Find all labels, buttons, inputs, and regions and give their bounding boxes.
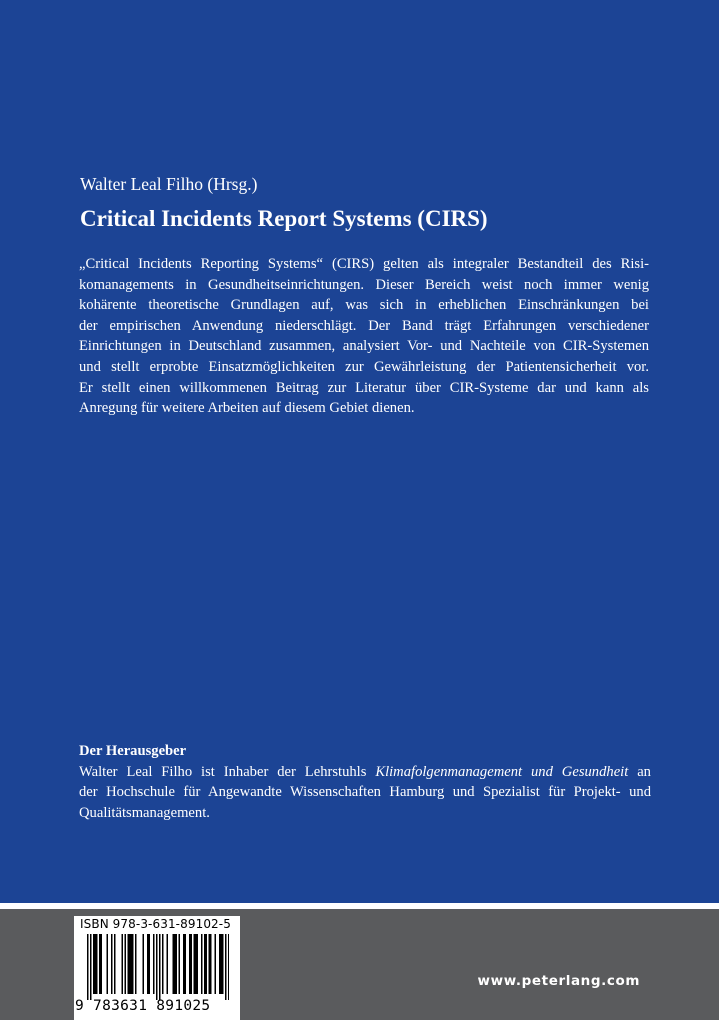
blurb-line: und stellt erprobte Einsatzmöglichkeiten zur Gewährleistung der Patientensicherheit vor. bbox=[79, 358, 649, 375]
barcode-bar bbox=[173, 934, 175, 994]
barcode-bar bbox=[101, 934, 103, 994]
barcode-bar bbox=[162, 934, 164, 994]
barcode-bar bbox=[125, 934, 127, 994]
barcode-bar bbox=[131, 934, 133, 994]
barcode-bar bbox=[194, 934, 196, 994]
barcode-bar bbox=[197, 934, 199, 994]
editor-line: der Hochschule für Angewandte Wissenschaften Hamburg und Spezialist für Projekt- und bbox=[79, 784, 651, 801]
blurb-line: Anregung für weitere Arbeiten auf diesem Gebiet dienen. bbox=[79, 400, 415, 417]
isbn-text: ISBN 978-3-631-89102-5 bbox=[80, 917, 231, 931]
barcode-bar bbox=[219, 934, 221, 994]
editor-line-text: an bbox=[628, 763, 651, 780]
barcode-bar bbox=[185, 934, 187, 994]
barcode-bar bbox=[95, 934, 97, 994]
barcode-bar bbox=[156, 934, 158, 1000]
blurb-line: komanagements in Gesundheitseinrichtungen. Dieser Bereich weist noch immer wenig bbox=[79, 276, 649, 293]
barcode-bar bbox=[143, 934, 145, 994]
barcode-bar bbox=[204, 934, 206, 994]
barcode-bar bbox=[114, 934, 116, 994]
blurb-line: Einrichtungen in Deutschland zusammen, analysiert Vor- und Nachteile von CIR-Systemen bbox=[79, 338, 649, 355]
barcode-bar bbox=[222, 934, 224, 994]
editor-section bbox=[79, 741, 651, 823]
barcode-bar bbox=[129, 934, 131, 994]
barcode-bar bbox=[209, 934, 211, 994]
editor-heading: Der Herausgeber bbox=[79, 743, 187, 759]
barcode-bar bbox=[135, 934, 137, 994]
barcode-label bbox=[74, 916, 240, 1020]
barcode-bar bbox=[215, 934, 217, 994]
barcode-bar bbox=[87, 934, 89, 1000]
blurb-line: Er stellt einen willkommenen Beitrag zur Literatur über CIR-Systeme dar und kann als bbox=[79, 379, 649, 396]
barcode-bar bbox=[183, 934, 185, 994]
barcode-bar bbox=[210, 934, 212, 994]
barcode-bar bbox=[153, 934, 155, 994]
barcode-bar bbox=[122, 934, 124, 994]
editor-line bbox=[79, 762, 651, 783]
barcode-bar bbox=[179, 934, 181, 994]
blurb-line: der empirischen Anwendung niederschlägt. Der Band trägt Erfahrungen verschiedener bbox=[79, 317, 649, 334]
blurb-text bbox=[79, 254, 649, 419]
barcode-bar bbox=[189, 934, 191, 994]
blurb-line: „Critical Incidents Reporting Systems“ (CIRS) gelten als integraler Bestandteil des Risi- bbox=[79, 256, 649, 272]
editor-line: Qualitätsmanagement. bbox=[79, 804, 210, 821]
barcode-bars bbox=[87, 934, 229, 1000]
barcode-bar bbox=[191, 934, 193, 994]
barcode-bar bbox=[228, 934, 229, 1000]
author-line: Walter Leal Filho (Hrsg.) bbox=[80, 174, 258, 194]
editor-line-text: Walter Leal Filho ist Inhaber der Lehrstuhls bbox=[79, 763, 376, 780]
barcode-bar bbox=[111, 934, 113, 994]
barcode-bar bbox=[96, 934, 98, 994]
barcode-bar bbox=[93, 934, 95, 994]
barcode-digits: 9 783631 891025 bbox=[75, 998, 211, 1014]
publisher-website: www.peterlang.com bbox=[477, 973, 640, 989]
editor-chair-name: Klimafolgenmanagement und Gesundheit bbox=[375, 763, 629, 780]
barcode-bar bbox=[149, 934, 151, 994]
barcode-bar bbox=[195, 934, 197, 994]
barcode-bar bbox=[167, 934, 169, 994]
barcode-bar bbox=[176, 934, 178, 994]
barcode-bar bbox=[107, 934, 109, 994]
barcode-bar bbox=[159, 934, 161, 1000]
barcode-bar bbox=[99, 934, 101, 994]
barcode-bar bbox=[128, 934, 130, 994]
barcode-bar bbox=[201, 934, 203, 994]
barcode-bar bbox=[90, 934, 92, 1000]
barcode-bar bbox=[174, 934, 176, 994]
barcode-bar bbox=[206, 934, 208, 994]
blurb-line: kohärente theoretische Grundlagen auf, was sich in erheblichen Einschränkungen bei bbox=[79, 297, 649, 314]
book-title: Critical Incidents Report Systems (CIRS) bbox=[80, 206, 488, 231]
barcode-bar bbox=[147, 934, 149, 994]
barcode-bar bbox=[225, 934, 227, 1000]
barcode-bar bbox=[132, 934, 134, 994]
barcode-bar bbox=[221, 934, 223, 994]
